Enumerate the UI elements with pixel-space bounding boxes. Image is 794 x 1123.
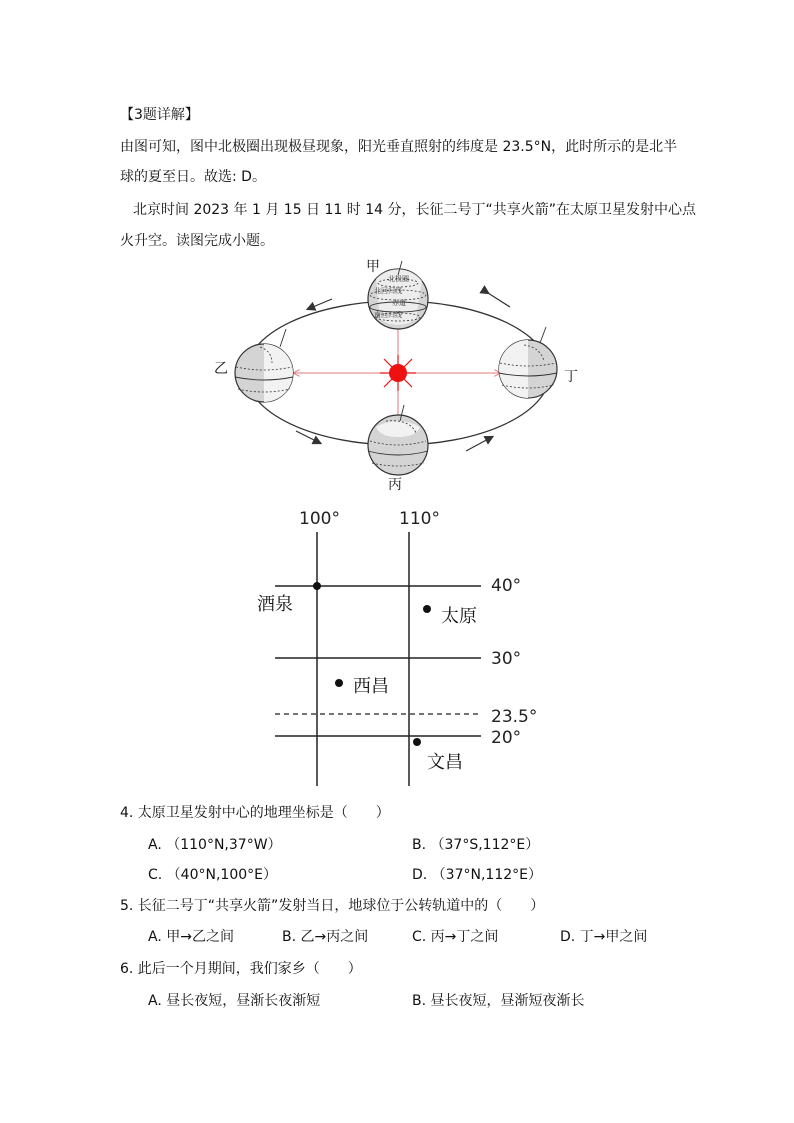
- globe-arctic-circle-text: 北极圈: [388, 275, 409, 283]
- globe-tropic-cancer-text: 北回归线: [374, 287, 402, 295]
- question-4-stem: 4. 太原卫星发射中心的地理坐标是（ ）: [120, 805, 390, 821]
- question-6-stem: 6. 此后一个月期间，我们家乡（ ）: [120, 961, 362, 977]
- place-taiyuan: 太原: [441, 606, 477, 627]
- question-4-option-d[interactable]: D. （37°N,112°E）: [412, 867, 542, 883]
- question-5-stem: 5. 长征二号丁“共享火箭”发射当日，地球位于公转轨道中的（ ）: [120, 898, 545, 914]
- point-xichang: [335, 679, 343, 687]
- point-jiuquan: [313, 582, 321, 590]
- lat-lon-map: [255, 498, 575, 790]
- globe-ding: [499, 327, 557, 398]
- label-yi: 乙: [214, 361, 228, 377]
- label-bing: 丙: [388, 477, 402, 493]
- lat-label-40: 40°: [491, 576, 522, 596]
- point-taiyuan: [423, 605, 431, 613]
- question-6-option-b[interactable]: B. 昼长夜短，昼渐短夜渐长: [412, 993, 585, 1009]
- place-jiuquan: 酒泉: [257, 594, 293, 615]
- lat-label-30: 30°: [491, 649, 522, 669]
- answer-paragraph-line2: 球的夏至日。故选: D。: [120, 169, 266, 185]
- globe-yi: [235, 329, 293, 402]
- question-5-option-b[interactable]: B. 乙→丙之间: [282, 929, 369, 945]
- question-5-option-c[interactable]: C. 丙→丁之间: [412, 929, 499, 945]
- lat-label-23-5: 23.5°: [491, 707, 538, 727]
- question-5-option-a[interactable]: A. 甲→乙之间: [148, 929, 234, 945]
- question-4-option-b[interactable]: B. （37°S,112°E）: [412, 837, 540, 853]
- lat-label-20: 20°: [491, 728, 522, 748]
- question-4-option-a[interactable]: A. （110°N,37°W）: [148, 837, 282, 853]
- orbit-arrow-bottom-left: [296, 431, 320, 443]
- sun-icon: [380, 355, 416, 391]
- point-wenchang: [413, 738, 421, 746]
- question-5-option-d[interactable]: D. 丁→甲之间: [560, 929, 648, 945]
- orbit-arrow-bottom-right: [466, 437, 492, 451]
- intro-paragraph-line2: 火升空。读图完成小题。: [120, 233, 274, 249]
- earth-orbit-figure: [210, 255, 590, 495]
- answer-heading: 【3题详解】: [120, 107, 199, 123]
- place-xichang: 西昌: [353, 676, 389, 697]
- answer-paragraph-line1: 由图可知，图中北极圈出现极昼现象，阳光垂直照射的纬度是 23.5°N，此时所示的是北半: [120, 139, 678, 155]
- question-4-option-c[interactable]: C. （40°N,100°E）: [148, 867, 277, 883]
- lon-label-110: 110°: [399, 509, 440, 529]
- place-wenchang: 文昌: [427, 752, 463, 773]
- question-6-option-a[interactable]: A. 昼长夜短，昼渐长夜渐短: [148, 993, 321, 1009]
- intro-paragraph-line1: 北京时间 2023 年 1 月 15 日 11 时 14 分，长征二号丁“共享火箭”在太原卫星发射中心点: [133, 202, 696, 218]
- globe-tropic-capricorn-text: 南回归线: [374, 311, 402, 319]
- orbit-arrow-top-left: [308, 299, 332, 309]
- label-jia: 甲: [366, 259, 380, 275]
- lon-label-100: 100°: [299, 509, 340, 529]
- globe-bing: [368, 405, 428, 475]
- orbit-arrow-top-right: [488, 293, 510, 307]
- label-ding: 丁: [564, 369, 578, 385]
- globe-equator-text: 赤道: [392, 299, 406, 307]
